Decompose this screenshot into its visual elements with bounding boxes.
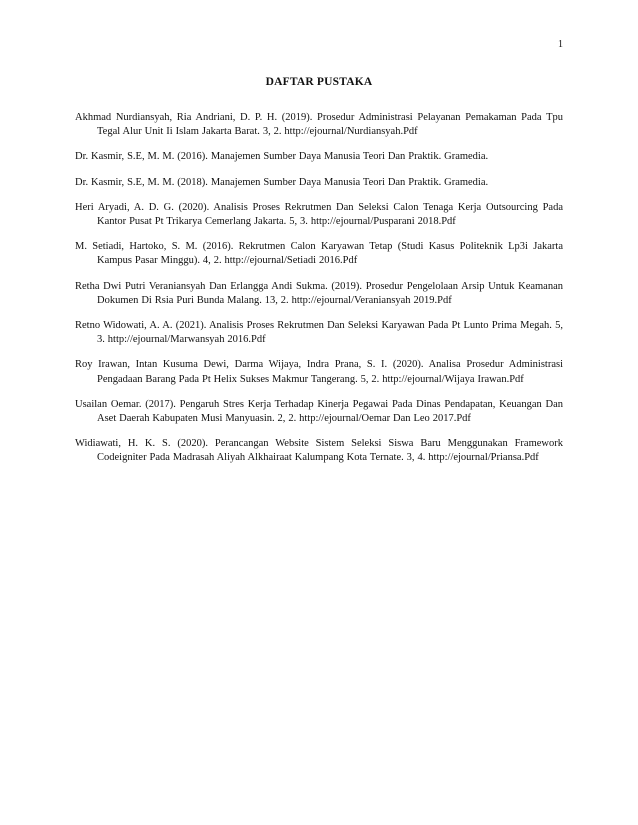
reference-item: Roy Irawan, Intan Kusuma Dewi, Darma Wijaya, Indra Prana, S. I. (2020). Analisa Prosedur Administrasi Pengadaan Barang Pada Pt Helix Sukses Makmur Tangerang. 5, 2. http://ejournal/Wijaya Irawan.Pdf [75,359,563,385]
reference-item: Retha Dwi Putri Veraniansyah Dan Erlangga Andi Sukma. (2019). Prosedur Pengelolaan Arsip Untuk Keamanan Dokumen Di Rsia Puri Bunda Malang. 13, 2. http://ejournal/Veraniansyah 2019.Pdf [75,280,563,306]
reference-item: Akhmad Nurdiansyah, Ria Andriani, D. P. H. (2019). Prosedur Administrasi Pelayanan Pemakaman Pada Tpu Tegal Alur Unit Ii Islam Jakarta Barat. 3, 2. http://ejournal/Nurdiansyah.Pdf [75,112,563,138]
reference-item: Dr. Kasmir, S.E, M. M. (2018). Manajemen Sumber Daya Manusia Teori Dan Praktik. Gramedia. [75,176,489,188]
reference-item: Usailan Oemar. (2017). Pengaruh Stres Kerja Terhadap Kinerja Pegawai Pada Dinas Pendapatan, Keuangan Dan Aset Daerah Kabupaten Musi Manyuasin. 2, 2. http://ejournal/Oemar Dan Leo 2017.Pdf [75,398,563,425]
page-title: DAFTAR PUSTAKA [265,76,373,88]
reference-item: Heri Aryadi, A. D. G. (2020). Analisis Proses Rekrutmen Dan Seleksi Calon Tenaga Kerja Outsourcing Pada Kantor Pusat Pt Trikarya Cemerlang Jakarta. 5, 3. http://ejournal/Pusparani 2018.Pdf [75,201,563,228]
reference-item: Widiawati, H. K. S. (2020). Perancangan Website Sistem Seleksi Siswa Baru Menggunakan Framework Codeigniter Pada Madrasah Aliyah Alkhairaat Kalumpang Kota Ternate. 3, 4. http://ejournal/Priansa.Pdf [75,438,563,464]
reference-item: Retno Widowati, A. A. (2021). Analisis Proses Rekrutmen Dan Seleksi Karyawan Pada Pt Lunto Prima Megah. 5, 3. http://ejournal/Marwansyah 2016.Pdf [75,320,563,346]
reference-item: M. Setiadi, Hartoko, S. M. (2016). Rekrutmen Calon Karyawan Tetap (Studi Kasus Politeknik Lp3i Jakarta Kampus Pasar Minggu). 4, 2. http://ejournal/Setiadi 2016.Pdf [75,241,563,267]
reference-item: Dr. Kasmir, S.E, M. M. (2016). Manajemen Sumber Daya Manusia Teori Dan Praktik. Gramedia. [75,151,489,163]
page-number: 1 [558,39,563,50]
reference-list [75,111,563,477]
